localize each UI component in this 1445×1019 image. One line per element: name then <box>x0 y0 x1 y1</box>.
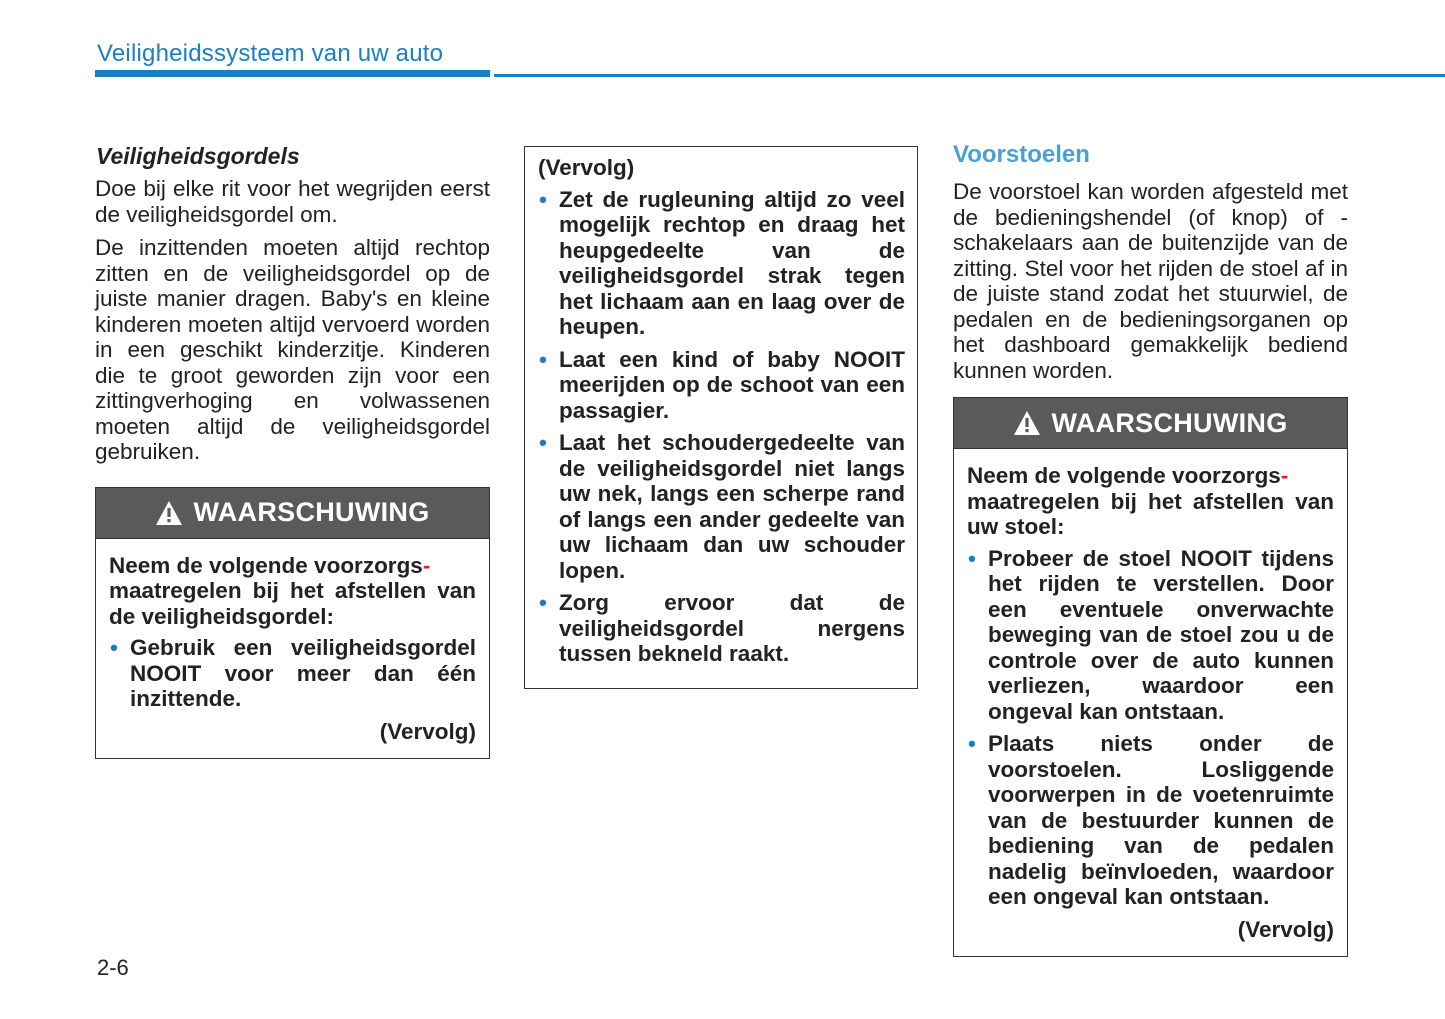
page-number: 2-6 <box>97 955 129 980</box>
continued-label: (Vervolg) <box>1237 916 1334 942</box>
column-right <box>953 140 1348 957</box>
list-item: • Plaats niets onder de voorstoelen. Losliggende voorwerpen in de voetenruimte van de bestuurder kunnen de bediening van de pedalen nadelig beïnvloeden, waardoor een ongeval kan ontstaan. <box>967 731 1334 910</box>
warning-list <box>967 546 1334 910</box>
list-item: • Laat een kind of baby NOOIT meerijden op de schoot van een passagier. <box>538 347 905 424</box>
warning-header <box>954 398 1347 449</box>
paragraph: De voorstoel kan worden afgesteld met de bedieningshendel (of knop) of -schakelaars aan de buitenzijde van de zitting. Stel voor het rijden de stoel af in de juiste stand zodat het stuurwiel, de pedalen en de bedieningsorganen op het dashboard gemakkelijk bediend kunnen worden. <box>953 179 1348 383</box>
column-middle <box>524 146 918 689</box>
warning-triangle-icon <box>155 500 183 526</box>
warning-intro: Neem de volgende voorzorgs- maatregelen bij het afstellen van de veiligheidsgordel: <box>109 552 476 629</box>
warning-box-seat <box>953 397 1348 957</box>
header-rule-thin <box>494 74 1445 77</box>
column-left <box>95 140 490 759</box>
header-rule-thick <box>95 70 490 77</box>
paragraph: De inzittenden moeten altijd rechtop zitten en de veiligheidsgordel op de juiste manier dragen. Baby's en kleine kinderen moeten altijd vervoerd worden in een geschikt kinderzitje. Kinderen die te groot geworden zijn voor een zittingverhoging en volwassenen moeten altijd de veiligheidsgordel gebruiken. <box>95 235 490 464</box>
warning-title: WAARSCHUWING <box>1051 407 1288 438</box>
warning-header <box>96 488 489 539</box>
list-item: • Zet de rugleuning altijd zo veel mogelijk rechtop en draag het heupgedeelte van de veiligheidsgordel strak tegen het lichaam aan en laag over de heupen. <box>538 187 905 340</box>
paragraph: Doe bij elke rit voor het wegrijden eerst de veiligheidsgordel om. <box>95 176 490 227</box>
warning-intro: Neem de volgende voorzorgs- maatregelen bij het afstellen van uw stoel: <box>967 463 1334 539</box>
list-item: • Probeer de stoel NOOIT tijdens het rijden te verstellen. Door een eventuele onverwachte beweging van de stoel zou u de controle over de auto kunnen verliezen, waardoor een ongeval kan ontstaan. <box>967 546 1334 725</box>
warning-continued-box <box>524 146 918 689</box>
warning-body <box>954 449 1347 956</box>
warning-box-seatbelt <box>95 487 490 760</box>
section-header-title: Veiligheidssysteem van uw auto <box>97 40 444 67</box>
subheading-front-seats: Voorstoelen <box>953 141 1090 168</box>
warning-list <box>538 187 905 667</box>
list-item: • Laat het schoudergedeelte van de veiligheidsgordel niet langs uw nek, langs een scherpe rand of langs een ander gedeelte van uw lichaam dan uw schouder lopen. <box>538 430 905 583</box>
warning-title: WAARSCHUWING <box>193 497 430 527</box>
continued-label: (Vervolg) <box>538 155 635 180</box>
warning-list <box>109 635 476 712</box>
list-item: • Zorg ervoor dat de veiligheidsgordel nergens tussen bekneld raakt. <box>538 590 905 667</box>
subheading-seatbelts: Veiligheidsgordels <box>96 143 300 169</box>
continued-label: (Vervolg) <box>379 718 476 744</box>
warning-body <box>96 539 489 759</box>
warning-triangle-icon <box>1013 410 1041 436</box>
list-item: • Gebruik een veiligheidsgordel NOOIT voor meer dan één inzittende. <box>109 635 476 712</box>
